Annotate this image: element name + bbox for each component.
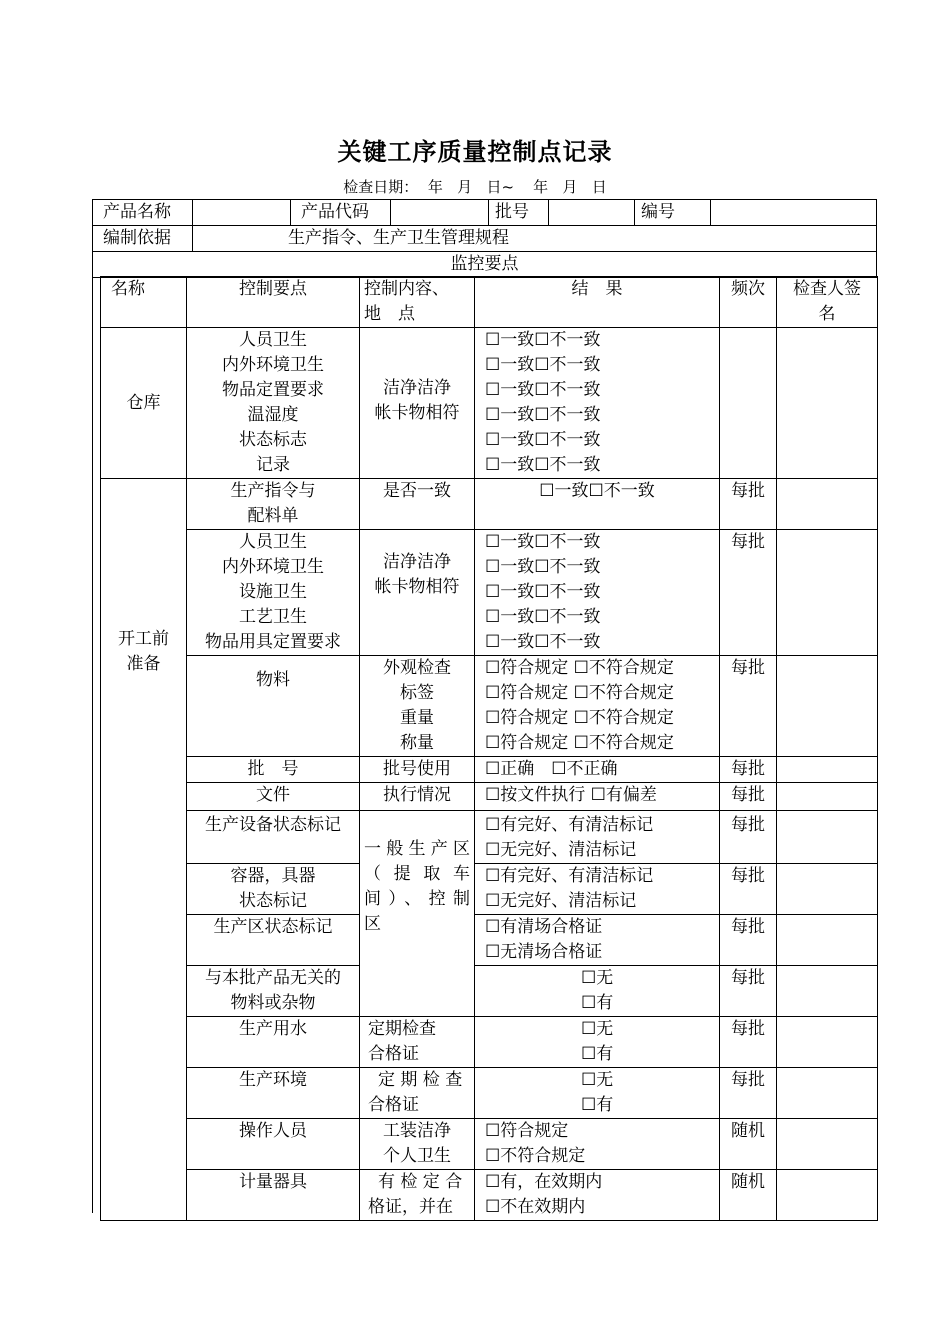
material-inspector[interactable] (777, 656, 878, 757)
prep-row-unrelated (101, 966, 878, 1017)
material-content: 外观检查 标签 重量 称量 (360, 656, 475, 757)
batch-field[interactable] (549, 200, 635, 226)
col-result: 结 果 (475, 277, 720, 328)
number-field[interactable] (711, 200, 877, 226)
document-result[interactable]: ☐按文件执行 ☐有偏差 (475, 783, 720, 811)
product-name-field[interactable] (193, 200, 291, 226)
col-content: 控制内容、 地 点 (360, 277, 475, 328)
water-inspector[interactable] (777, 1017, 878, 1068)
equipment-inspector[interactable] (777, 811, 878, 864)
col-freq: 频次 (720, 277, 777, 328)
order-inspector[interactable] (777, 479, 878, 530)
equipment-freq: 每批 (720, 811, 777, 864)
inspection-date-line: 检查日期： 年 月 日~ 年 月 日 (343, 178, 607, 196)
container-freq: 每批 (720, 864, 777, 915)
warehouse-inspector[interactable] (777, 328, 878, 479)
operator-content: 工装洁净 个人卫生 (360, 1119, 475, 1170)
material-freq: 每批 (720, 656, 777, 757)
order-result[interactable]: ☐一致☐不一致 (475, 479, 720, 530)
monitor-title: 监控要点 (93, 252, 877, 278)
prep-row-environment (101, 1068, 878, 1119)
batch-points: 批 号 (187, 757, 360, 783)
measuring-inspector[interactable] (777, 1170, 878, 1221)
header-table (92, 199, 877, 252)
number-label: 编号 (635, 200, 711, 226)
hygiene-points: 人员卫生 内外环境卫生 设施卫生 工艺卫生 物品用具定置要求 (187, 530, 360, 656)
left-border-line (92, 276, 93, 1213)
water-content: 定期检查 合格证 (360, 1017, 475, 1068)
environment-freq: 每批 (720, 1068, 777, 1119)
prep-row-equipment (101, 811, 878, 864)
monitor-title-table (92, 251, 877, 278)
prep-row-area-status (101, 915, 878, 966)
environment-results[interactable]: ☐无 ☐有 (475, 1068, 720, 1119)
area-status-freq: 每批 (720, 915, 777, 966)
document-content: 执行情况 (360, 783, 475, 811)
container-inspector[interactable] (777, 864, 878, 915)
environment-inspector[interactable] (777, 1068, 878, 1119)
operator-freq: 随机 (720, 1119, 777, 1170)
column-header-row (101, 277, 878, 328)
hygiene-content: 洁净洁净 帐卡物相符 (360, 530, 475, 656)
product-name-label: 产品名称 (93, 200, 193, 226)
warehouse-points: 人员卫生 内外环境卫生 物品定置要求 温湿度 状态标志 记录 (187, 328, 360, 479)
batch-label: 批号 (489, 200, 549, 226)
operator-results[interactable]: ☐符合规定 ☐不符合规定 (475, 1119, 720, 1170)
water-results[interactable]: ☐无 ☐有 (475, 1017, 720, 1068)
order-freq: 每批 (720, 479, 777, 530)
prep-row-document (101, 783, 878, 811)
measuring-content: 有 检 定 合 格证，并在 (360, 1170, 475, 1221)
prep-name: 开工前 准备 (101, 479, 187, 1221)
col-points: 控制要点 (187, 277, 360, 328)
warehouse-freq (720, 328, 777, 479)
product-code-label: 产品代码 (291, 200, 391, 226)
batch-result[interactable]: ☐正确 ☐不正确 (475, 757, 720, 783)
operator-points: 操作人员 (187, 1119, 360, 1170)
prep-row-water (101, 1017, 878, 1068)
unrelated-results[interactable]: ☐无 ☐有 (475, 966, 720, 1017)
measuring-results[interactable]: ☐有，在效期内 ☐不在效期内 (475, 1170, 720, 1221)
measuring-points: 计量器具 (187, 1170, 360, 1221)
measuring-freq: 随机 (720, 1170, 777, 1221)
prep-row-hygiene (101, 530, 878, 656)
warehouse-content: 洁净洁净 帐卡物相符 (360, 328, 475, 479)
container-points: 容器，具器 状态标记 (187, 864, 360, 915)
hygiene-results[interactable]: ☐一致☐不一致 ☐一致☐不一致 ☐一致☐不一致 ☐一致☐不一致 ☐一致☐不一致 (475, 530, 720, 656)
prep-row-operator (101, 1119, 878, 1170)
col-name: 名称 (101, 277, 187, 328)
area-content: 一般生产区 （ 提 取 车 间）、控制 区 (360, 811, 475, 1017)
equipment-points: 生产设备状态标记 (187, 811, 360, 864)
warehouse-results[interactable]: ☐一致☐不一致 ☐一致☐不一致 ☐一致☐不一致 ☐一致☐不一致 ☐一致☐不一致 ☐一致☐不一致 (475, 328, 720, 479)
container-results[interactable]: ☐有完好、有清洁标记 ☐无完好、清洁标记 (475, 864, 720, 915)
hygiene-freq: 每批 (720, 530, 777, 656)
document-points: 文件 (187, 783, 360, 811)
batch-inspector[interactable] (777, 757, 878, 783)
batch-content: 批号使用 (360, 757, 475, 783)
area-status-results[interactable]: ☐有清场合格证 ☐无清场合格证 (475, 915, 720, 966)
order-points: 生产指令与 配料单 (187, 479, 360, 530)
unrelated-points: 与本批产品无关的 物料或杂物 (187, 966, 360, 1017)
environment-points: 生产环境 (187, 1068, 360, 1119)
warehouse-row (101, 328, 878, 479)
environment-content: 定 期 检 查 合格证 (360, 1068, 475, 1119)
prep-row-order (101, 479, 878, 530)
document-inspector[interactable] (777, 783, 878, 811)
basis-value: 生产指令、生产卫生管理规程 (193, 226, 877, 252)
area-status-inspector[interactable] (777, 915, 878, 966)
prep-row-material (101, 656, 878, 757)
page-title: 关键工序质量控制点记录 (337, 137, 613, 166)
warehouse-name: 仓库 (101, 328, 187, 479)
unrelated-inspector[interactable] (777, 966, 878, 1017)
material-results[interactable]: ☐符合规定 ☐不符合规定 ☐符合规定 ☐不符合规定 ☐符合规定 ☐不符合规定 ☐符合规定 ☐不符合规定 (475, 656, 720, 757)
control-points-table (100, 276, 878, 1221)
water-freq: 每批 (720, 1017, 777, 1068)
prep-row-batch (101, 757, 878, 783)
prep-row-measuring (101, 1170, 878, 1221)
hygiene-inspector[interactable] (777, 530, 878, 656)
col-inspector: 检查人签 名 (777, 277, 878, 328)
water-points: 生产用水 (187, 1017, 360, 1068)
product-code-field[interactable] (391, 200, 489, 226)
operator-inspector[interactable] (777, 1119, 878, 1170)
order-content: 是否一致 (360, 479, 475, 530)
prep-row-container (101, 864, 878, 915)
equipment-results[interactable]: ☐有完好、有清洁标记 ☐无完好、清洁标记 (475, 811, 720, 864)
material-points: 物料 (187, 656, 360, 757)
area-status-points: 生产区状态标记 (187, 915, 360, 966)
basis-label: 编制依据 (93, 226, 193, 252)
unrelated-freq: 每批 (720, 966, 777, 1017)
document-freq: 每批 (720, 783, 777, 811)
batch-freq: 每批 (720, 757, 777, 783)
